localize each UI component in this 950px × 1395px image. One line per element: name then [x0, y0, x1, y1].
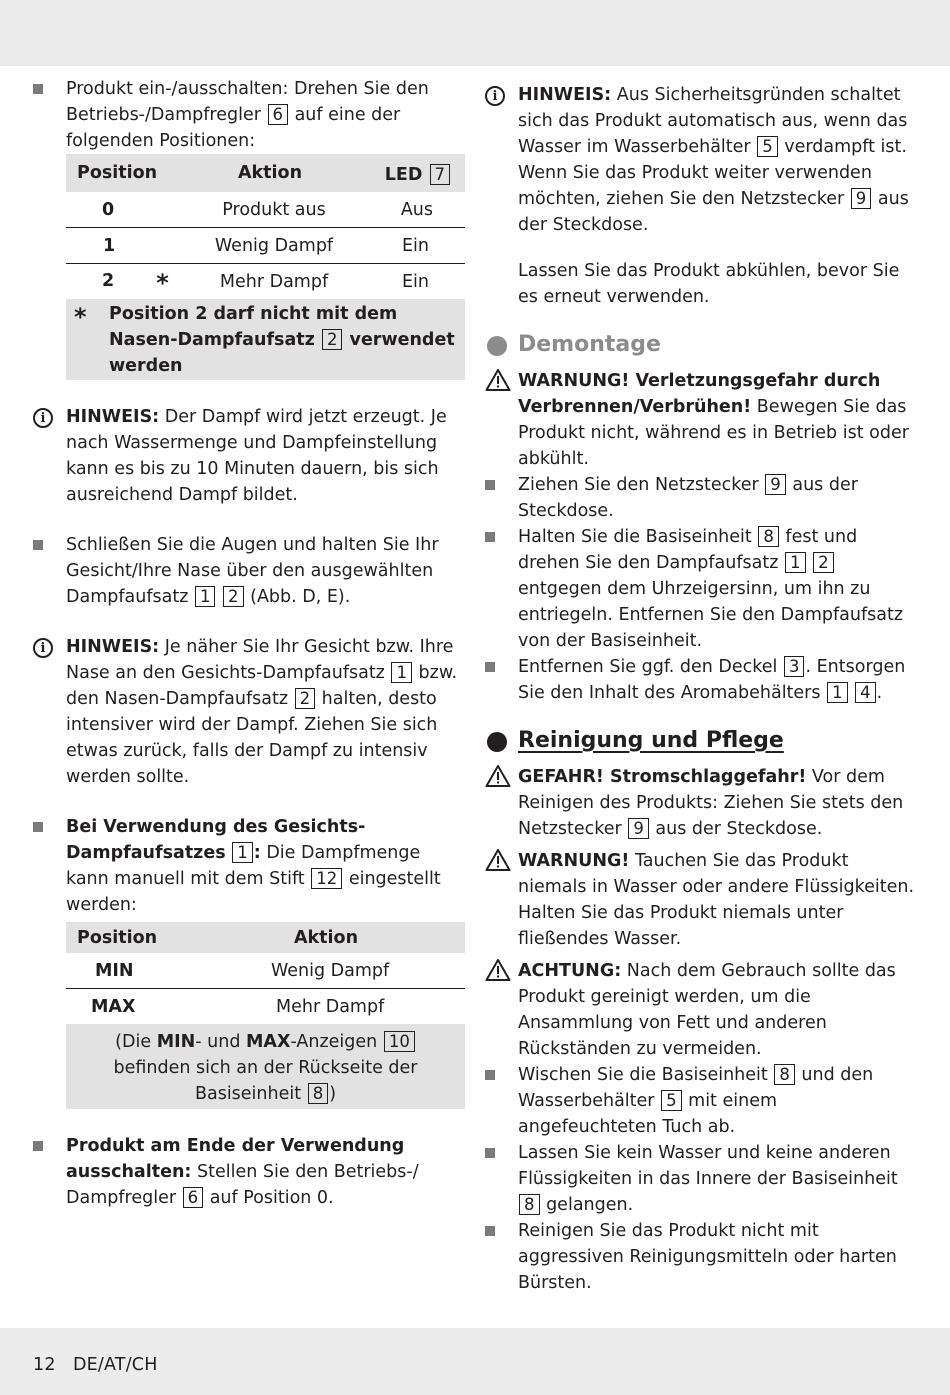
text: Entfernen Sie ggf. den Deckel [518, 657, 778, 677]
ref-box: 6 [268, 104, 289, 125]
text: Ziehen Sie den Netzstecker [518, 475, 759, 495]
top-bar [0, 0, 950, 66]
ref-box: 9 [765, 474, 786, 495]
text: Lassen Sie kein Wasser und keine anderen Flüssigkeiten in das Innere der Basiseinheit [518, 1143, 898, 1189]
header-action: Aktion [228, 922, 465, 953]
cell-action: Mehr Dampf [276, 996, 385, 1017]
table-header [66, 154, 465, 192]
hint-auto-off [485, 82, 917, 310]
ref-box: 6 [183, 1187, 204, 1208]
text: entgegen dem Uhrzeigersinn, um ihn zu entriegeln. Entfernen Sie den Dampfaufsatz von der Basiseinheit. [518, 579, 904, 651]
heading-dot-icon [487, 336, 507, 356]
text: Nach dem Gebrauch sollte das Produkt gereinigt werden, um die Ansammlung von Fett und anderen Rückständen zu vermeiden. [518, 961, 896, 1059]
ref-box: 2 [295, 688, 316, 709]
bullet-square [33, 1133, 55, 1159]
text: Reinigen Sie das Produkt nicht mit aggressiven Reinigungsmitteln oder harten Bürsten. [518, 1221, 897, 1293]
hint-distance [33, 634, 465, 790]
table-note [66, 299, 465, 380]
text: Die Dampfmenge kann manuell mit dem Stift [66, 843, 421, 889]
bullet-power-off [33, 1133, 465, 1211]
caution-label: ACHTUNG: [518, 961, 622, 981]
bullet-power-on [33, 76, 465, 154]
text: Tauchen Sie das Produkt niemals in Wasser oder andere Flüssigkeiten. Halten Sie das Produkt niemals unter fließendes Wasser. [518, 851, 915, 949]
ref-box: 7 [430, 164, 451, 185]
warning-burn [485, 368, 917, 472]
cell-led: Ein [360, 228, 465, 264]
bullet-face-attachment [33, 814, 465, 918]
asterisk-icon: * [74, 303, 87, 331]
ref-box: 8 [308, 1083, 329, 1104]
warning-label: WARNUNG! [518, 851, 630, 871]
bullet-unplug [485, 472, 917, 524]
left-column [33, 76, 465, 1211]
warning-triangle-icon [485, 368, 507, 400]
bullet-square [485, 1140, 507, 1166]
bullet-remove-lid [485, 654, 917, 706]
ref-box: 1 [232, 842, 253, 863]
warning-water [485, 848, 917, 952]
text: verdampft ist. Wenn Sie das Produkt weiter verwenden möchten, ziehen Sie den Netzstecker [518, 137, 907, 209]
cell-led: Ein [401, 271, 429, 292]
ref-box: 1 [391, 662, 412, 683]
text: befinden sich an der Rückseite der Basiseinheit [113, 1058, 418, 1104]
text: aus der Steckdose. [518, 189, 909, 235]
ref-box: 5 [661, 1090, 682, 1111]
text: Vor dem Reinigen des Produkts: Ziehen Sie stets den Netzstecker [518, 767, 904, 839]
led-label: LED [384, 165, 423, 185]
position-table [66, 154, 465, 299]
text: aus der Steckdose. [655, 819, 823, 839]
heading-dot-icon [487, 732, 507, 752]
text: Halten Sie die Basiseinheit [518, 527, 752, 547]
section-heading-demontage [485, 330, 917, 360]
heading-text: Reinigung und Pflege [518, 728, 784, 753]
ref-box: 8 [774, 1064, 795, 1085]
cell-position: 0 [66, 192, 188, 228]
table-header [66, 922, 465, 953]
cell-led: Aus [360, 192, 465, 228]
page-footer [33, 1352, 158, 1378]
min-max-note [66, 1024, 465, 1109]
bullet-square [485, 654, 507, 680]
right-column [485, 82, 917, 1296]
text: Produkt ein-/ausschalten: Drehen Sie den Betriebs-/Dampfregler [66, 79, 429, 125]
header-position: Position [66, 154, 188, 192]
ref-box: 10 [384, 1031, 415, 1052]
bullet-close-eyes [33, 532, 465, 610]
cell-action: Wenig Dampf [188, 228, 360, 264]
hint-label: HINWEIS: [66, 637, 160, 657]
language-code: DE/AT/CH [72, 1355, 158, 1375]
text: halten, desto intensiver wird der Dampf. Ziehen Sie sich etwas zurück, falls der Dampf zu intensiv werden sollte. [66, 689, 438, 787]
cell-action: Produkt aus [188, 192, 360, 228]
ref-box: 2 [223, 586, 244, 607]
min-max-table [66, 922, 465, 1024]
asterisk-icon: * [156, 268, 169, 297]
text: verwendet werden [109, 330, 455, 376]
hint-paragraph: Lassen Sie das Produkt abkühlen, bevor Sie es erneut verwenden. [518, 261, 900, 307]
text: (Die [115, 1032, 152, 1052]
text: Bei Verwendung des Gesichts-Dampfaufsatzes [66, 817, 366, 863]
cell-position: MIN [66, 953, 228, 989]
text: Bewegen Sie das Produkt nicht, während es in Betrieb ist oder abkühlt. [518, 397, 909, 469]
info-icon: i [33, 404, 55, 430]
text: : [253, 843, 261, 863]
text: aus der Steckdose. [518, 475, 858, 521]
danger-label: GEFAHR! Stromschlaggefahr! [518, 767, 807, 787]
hint-steam [33, 404, 465, 508]
bullet-rotate [485, 524, 917, 654]
header-action: Aktion [188, 154, 360, 192]
text: Aus Sicherheitsgründen schaltet sich das Produkt automatisch aus, wenn das Wasser im Wasserbehälter [518, 85, 908, 157]
text: MIN [156, 1032, 196, 1052]
bullet-square [33, 814, 55, 840]
table-row [66, 953, 465, 989]
page-number: 12 [33, 1355, 56, 1375]
bullet-square [485, 472, 507, 498]
text: gelangen. [546, 1195, 634, 1215]
warning-triangle-icon [485, 764, 507, 796]
table-row [66, 192, 465, 228]
header-led [360, 154, 465, 192]
table-row [66, 989, 465, 1025]
cell-position [66, 264, 188, 300]
caution-clean [485, 958, 917, 1062]
text: Wischen Sie die Basiseinheit [518, 1065, 768, 1085]
text: MAX [246, 1032, 291, 1052]
text: Je näher Sie Ihr Gesicht bzw. Ihre Nase an den Gesichts-Dampfaufsatz [66, 637, 454, 683]
ref-box: 1 [827, 682, 848, 703]
bullet-wipe [485, 1062, 917, 1140]
ref-box: 8 [758, 526, 779, 547]
text: . [876, 683, 883, 703]
cell-position: 1 [66, 228, 188, 264]
hint-label: HINWEIS: [518, 85, 612, 105]
ref-box: 2 [322, 329, 343, 350]
info-icon: i [33, 634, 55, 660]
hint-label: HINWEIS: [66, 407, 160, 427]
bullet-no-aggressive [485, 1218, 917, 1296]
text: . Entsorgen Sie den Inhalt des Aromabehälters [518, 657, 906, 703]
ref-box: 4 [855, 682, 876, 703]
ref-box: 2 [813, 552, 834, 573]
ref-box: 9 [851, 188, 872, 209]
position-value: 2 [102, 270, 115, 291]
danger-shock [485, 764, 917, 842]
text: mit einem angefeuchteten Tuch ab. [518, 1091, 778, 1137]
info-icon: i [485, 82, 507, 108]
text: -Anzeigen [290, 1032, 378, 1052]
cell-action: Mehr Dampf [219, 271, 329, 292]
text: Der Dampf wird jetzt erzeugt. Je nach Wassermenge und Dampfeinstellung kann es bis zu 10 Minuten dauern, bis sich ausreichend Dampf bildet. [66, 407, 447, 505]
text: ) [329, 1084, 337, 1104]
heading-text: Demontage [518, 332, 661, 357]
table-row [66, 264, 465, 300]
table-row [66, 228, 465, 264]
bullet-square [485, 524, 507, 550]
text: (Abb. D, E). [250, 587, 351, 607]
warning-triangle-icon [485, 848, 507, 880]
ref-box: 5 [757, 136, 778, 157]
text: - und [195, 1032, 241, 1052]
cell-position: MAX [91, 996, 136, 1017]
ref-box: 8 [519, 1194, 540, 1215]
bullet-square [485, 1218, 507, 1244]
ref-box: 9 [628, 818, 649, 839]
header-position: Position [66, 922, 228, 953]
warning-triangle-icon [485, 958, 507, 990]
ref-box: 1 [785, 552, 806, 573]
cell-action: Wenig Dampf [228, 953, 465, 989]
text: Stellen Sie den Betriebs-/ Dampfregler [66, 1162, 419, 1208]
text: und den Wasserbehälter [518, 1065, 874, 1111]
ref-box: 3 [784, 656, 805, 677]
bullet-no-water [485, 1140, 917, 1218]
bullet-square [485, 1062, 507, 1088]
bullet-square [33, 76, 55, 102]
ref-box: 1 [195, 586, 216, 607]
text: Produkt am Ende der Verwendung ausschalten: [66, 1136, 405, 1182]
section-heading-cleaning [485, 726, 917, 756]
text: auf eine der folgenden Positionen: [66, 105, 401, 151]
text: bzw. den Nasen-Dampfaufsatz [66, 663, 458, 709]
text: eingestellt werden: [66, 869, 441, 915]
text: auf Position 0. [209, 1188, 334, 1208]
warning-label: WARNUNG! Verletzungsgefahr durch Verbrennen/Verbrühen! [518, 371, 881, 417]
bullet-square [33, 532, 55, 558]
text: Position 2 darf nicht mit dem Nasen-Dampfaufsatz [109, 304, 398, 350]
ref-box: 12 [311, 868, 342, 889]
text: fest und drehen Sie den Dampfaufsatz [518, 527, 858, 573]
text: Schließen Sie die Augen und halten Sie Ihr Gesicht/Ihre Nase über den ausgewählten Dampfaufsatz [66, 535, 439, 607]
